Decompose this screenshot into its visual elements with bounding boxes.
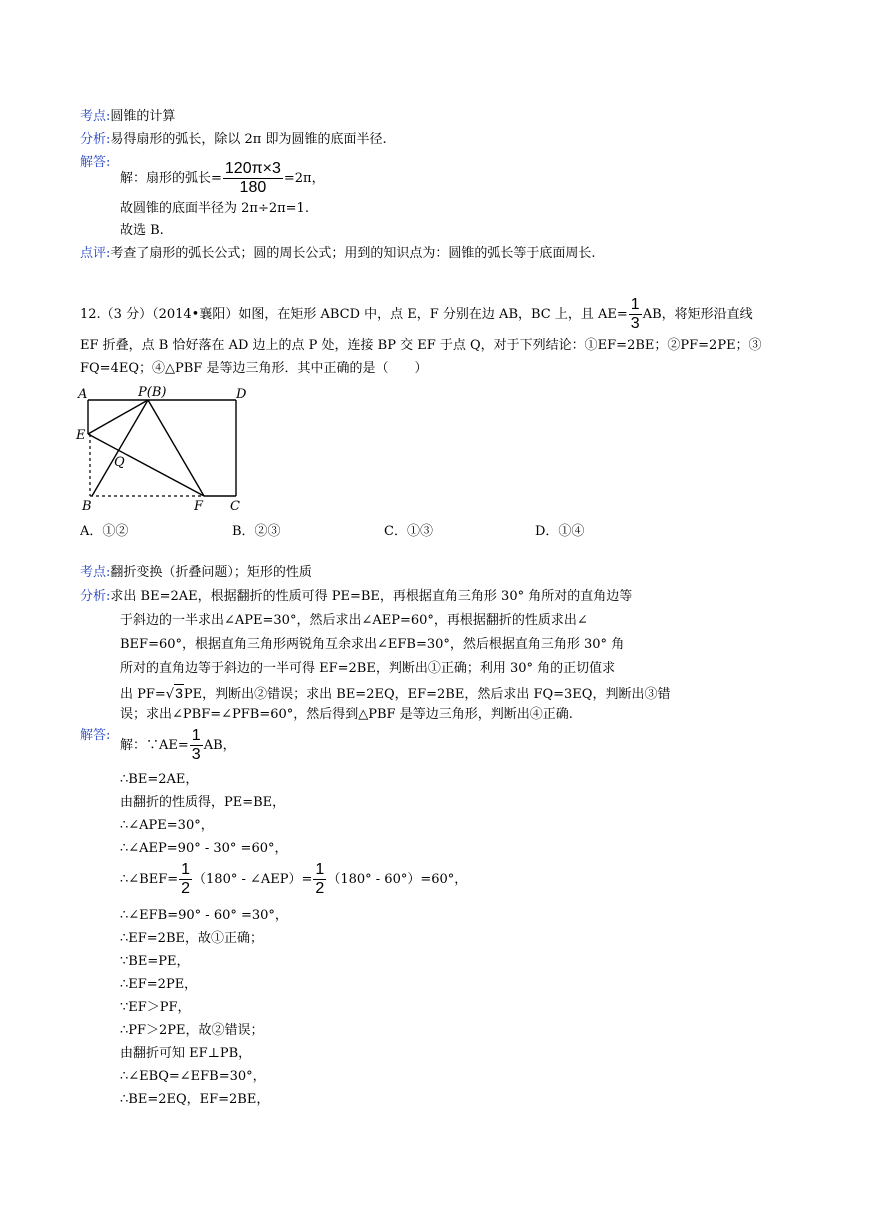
- option-c: C．①③: [384, 524, 433, 539]
- dianping-label: 点评:: [80, 246, 111, 261]
- label-e: E: [76, 428, 86, 443]
- solution2-line1: 解：∵AE= $\frac{1}{3}$ AB，: [120, 727, 236, 763]
- fenxi-row-2-line5: 出 PF=√3PE，判断出②错误；求出 BE=2EQ，EF=2BE，然后求出 FQ=3EQ，判断出③错: [120, 682, 670, 706]
- segment-ep: [88, 400, 148, 434]
- option-b: B．②③: [232, 524, 281, 539]
- option-a: A．①②: [80, 524, 129, 539]
- kaodian-row-1: [80, 108, 175, 126]
- label-c: C: [230, 499, 240, 514]
- dianping-row-1: [80, 245, 596, 263]
- solution2-line2: ∴BE=2AE，: [120, 772, 199, 787]
- solution2-line10: ∴EF=2PE，: [120, 977, 198, 992]
- kaodian-text: 翻折变换（折叠问题）；矩形的性质: [110, 565, 312, 580]
- sqrt-three: √3: [165, 685, 183, 702]
- solution2-line7: ∴∠EFB=90° - 60° =30°，: [120, 908, 288, 923]
- solution-line-radius: 故圆锥的底面半径为 2π÷2π=1.: [120, 201, 309, 216]
- solution2-line14: ∴∠EBQ=∠EFB=30°，: [120, 1069, 266, 1084]
- fenxi-row-2-line2: 于斜边的一半求出∠APE=30°，然后求出∠AEP=60°，再根据翻折的性质求出∠: [120, 613, 588, 628]
- solution2-line13: 由翻折可知 EF⊥PB，: [120, 1046, 252, 1061]
- solution2-line5: ∴∠AEP=90° - 30° =60°，: [120, 841, 288, 856]
- question-12-line3: FQ=4EQ；④△PBF 是等边三角形．其中正确的是（ ）: [80, 361, 428, 376]
- fenxi-text: 易得扇形的弧长，除以 2π 即为圆锥的底面半径.: [110, 132, 387, 147]
- label-d: D: [236, 387, 247, 402]
- label-q: Q: [114, 455, 125, 470]
- jieda-label-2: 解答:: [80, 728, 111, 743]
- question-12-line2: EF 折叠，点 B 恰好落在 AD 边上的点 P 处，连接 BP 交 EF 于点 Q，对于下列结论：①EF=2BE；②PF=2PE；③: [80, 338, 762, 353]
- fraction-half-1: $\frac{1}{2}$: [181, 861, 191, 897]
- solution-line-arc: 解：扇形的弧长= $\frac{120\pi\times 3}{180}$ =2π，: [120, 160, 325, 196]
- fraction-arc-length: $\frac{120\pi\times 3}{180}$: [224, 160, 281, 196]
- kaodian-text: 圆锥的计算: [110, 109, 176, 124]
- label-f: F: [194, 499, 204, 514]
- fraction-one-third: $\frac{1}{3}$: [630, 296, 640, 332]
- kaodian-label: 考点:: [80, 109, 111, 124]
- option-d: D．①④: [535, 524, 585, 539]
- fraction-half-2: $\frac{1}{2}$: [315, 861, 325, 897]
- label-a: A: [78, 387, 88, 402]
- solution2-line11: ∵EF＞PF，: [120, 1000, 191, 1015]
- kaodian-label: 考点:: [80, 565, 111, 580]
- kaodian-row-2: [80, 564, 312, 582]
- fenxi-row-2-line6: 误；求出∠PBF=∠PFB=60°，然后得到△PBF 是等边三角形，判断出④正确.: [120, 707, 573, 722]
- fraction-one-third-b: $\frac{1}{3}$: [191, 727, 201, 763]
- solution2-line4: ∴∠APE=30°，: [120, 818, 214, 833]
- jieda-label-1: 解答:: [80, 155, 111, 170]
- fenxi-row-2-line4: 所对的直角边等于斜边的一半可得 EF=2BE，判断出①正确；利用 30° 角的正切值求: [120, 661, 616, 676]
- segment-pb: [92, 400, 148, 496]
- solution2-line9: ∵BE=PE，: [120, 954, 190, 969]
- fenxi-row-1: [80, 131, 387, 149]
- solution2-line8: ∴EF=2BE，故①正确；: [120, 931, 263, 946]
- label-p-b: P(B): [138, 385, 167, 400]
- fenxi-row-2-line1: 分析:求出 BE=2AE，根据翻折的性质可得 PE=BE，再根据直角三角形 30° 角所对的直角边等: [80, 589, 633, 604]
- rectangle-fold-figure: [72, 380, 262, 518]
- label-b: B: [82, 499, 92, 514]
- fenxi-row-2-line3: BEF=60°，根据直角三角形两锐角互余求出∠EFB=30°，然后根据直角三角形 30° 角: [120, 637, 625, 652]
- dianping-text: 考查了扇形的弧长公式；圆的周长公式；用到的知识点为：圆锥的弧长等于底面周长.: [110, 246, 596, 261]
- solution2-line15: ∴BE=2EQ，EF=2BE，: [120, 1092, 270, 1107]
- solution-line-answer: 故选 B.: [120, 223, 164, 238]
- fenxi-label: 分析:: [80, 132, 111, 147]
- solution2-line12: ∴PF＞2PE，故②错误；: [120, 1023, 264, 1038]
- question-12-line1: 12.（3 分）（2014•襄阳）如图，在矩形 ABCD 中，点 E，F 分别在边 AB，BC 上，且 AE= $\frac{1}{3}$ AB，将矩形沿直线: [80, 296, 753, 332]
- solution2-line3: 由翻折的性质得，PE=BE，: [120, 795, 286, 810]
- solution2-line6: ∴∠BEF= $\frac{1}{2}$ （180° - ∠AEP）= $\frac{1}{2}$ （180° - 60°）=60°，: [120, 861, 468, 897]
- fenxi-label: 分析:: [80, 589, 111, 604]
